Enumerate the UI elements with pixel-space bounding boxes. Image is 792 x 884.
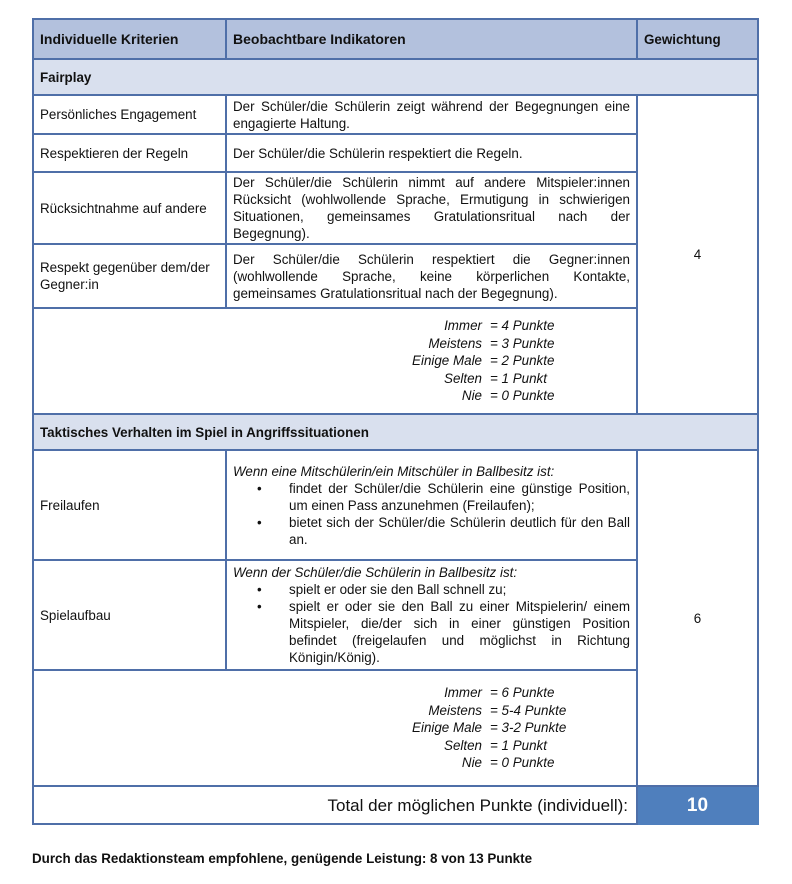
header-weight: Gewichtung [637, 19, 758, 59]
indicator-bullets [233, 480, 630, 548]
scale-label: Selten [444, 737, 482, 753]
header-indicators: Beobachtbare Indikatoren [226, 19, 637, 59]
section-title-row [33, 414, 758, 450]
scale-value: = 3-2 Punkte [490, 720, 567, 736]
list-item: • bietet sich der Schüler/die Schülerin deutlich für den Ball an. [233, 514, 630, 548]
criterion-cell: Respekt gegenüber dem/der Gegner:in [33, 244, 226, 308]
indicator-cell: Der Schüler/die Schülerin zeigt während der Begegnungen eine engagierte Haltung. [226, 95, 637, 134]
indicator-lead: Wenn eine Mitschülerin/ein Mitschüler in Ballbesitz ist: [233, 463, 555, 479]
criterion-cell: Respektieren der Regeln [33, 134, 226, 172]
total-row [33, 786, 758, 824]
indicator-cell [226, 560, 637, 670]
indicator-lead: Wenn der Schüler/die Schülerin in Ballbesitz ist: [233, 565, 518, 580]
indicator-bullets [233, 581, 630, 666]
scale-tactics [402, 684, 636, 772]
scale-label: Meistens [428, 335, 482, 351]
criterion-cell: Rücksichtnahme auf andere [33, 172, 226, 244]
criterion-cell: Spielaufbau [33, 560, 226, 670]
evaluation-table [32, 18, 759, 825]
indicator-cell: Der Schüler/die Schülerin respektiert die Regeln. [226, 134, 637, 172]
weight-cell-tactics: 6 [637, 450, 758, 786]
indicator-cell: Der Schüler/die Schülerin nimmt auf andere Mitspieler:innen Rücksicht (wohlwollende Sprache, Ermutigung in schwierigen Situationen, gemeinsames Gratulationsritual nach der Begegnung). [226, 172, 637, 244]
scale-value: = 0 Punkte [490, 755, 555, 771]
scale-value: = 5-4 Punkte [490, 702, 567, 718]
scale-cell [33, 308, 637, 414]
scale-label: Einige Male [412, 353, 482, 369]
indicator-cell [226, 450, 637, 560]
total-label: Total der möglichen Punkte (individuell): [33, 786, 637, 824]
header-criteria: Individuelle Kriterien [33, 19, 226, 59]
list-item: • spielt er oder sie den Ball zu einer Mitspielerin/ einem Mitspieler, die/der sich in einer günstigen Position befindet (freigelaufen und möglichst in Richtung Königin/König). [233, 598, 630, 666]
scale-value: = 6 Punkte [490, 685, 555, 701]
table-row [33, 450, 758, 560]
scale-value: = 1 Punkt [490, 737, 547, 753]
scale-value: = 1 Punkt [490, 370, 547, 386]
scale-value: = 4 Punkte [490, 318, 555, 334]
section-title-row [33, 59, 758, 95]
scale-fairplay [402, 317, 636, 405]
section-title-tactics: Taktisches Verhalten im Spiel in Angriffssituationen [33, 414, 758, 450]
scale-value: = 3 Punkte [490, 335, 555, 351]
criterion-cell: Persönliches Engagement [33, 95, 226, 134]
indicator-cell: Der Schüler/die Schülerin respektiert die Gegner:innen (wohlwollende Sprache, keine körperlichen Kontakte, gemeinsames Gratulationsritual nach der Begegnung). [226, 244, 637, 308]
table-row [33, 95, 758, 134]
list-item: • spielt er oder sie den Ball schnell zu; [233, 581, 630, 598]
scale-label: Nie [461, 388, 482, 404]
criterion-cell: Freilaufen [33, 450, 226, 560]
total-value: 10 [637, 786, 758, 824]
scale-label: Meistens [428, 702, 482, 718]
scale-label: Immer [444, 685, 482, 701]
scale-value: = 2 Punkte [490, 353, 555, 369]
footer-note: Durch das Redaktionsteam empfohlene, genügende Leistung: 8 von 13 Punkte [32, 851, 533, 866]
weight-cell-fairplay: 4 [637, 95, 758, 414]
scale-label: Einige Male [412, 720, 482, 736]
section-title-fairplay: Fairplay [33, 59, 758, 95]
scale-label: Selten [444, 370, 482, 386]
list-item: • findet der Schüler/die Schülerin eine günstige Position, um einen Pass anzunehmen (Freilaufen); [233, 480, 630, 514]
table-header-row [33, 19, 758, 59]
scale-value: = 0 Punkte [490, 388, 555, 404]
scale-cell [33, 670, 637, 786]
scale-label: Nie [461, 755, 482, 771]
scale-label: Immer [444, 318, 482, 334]
